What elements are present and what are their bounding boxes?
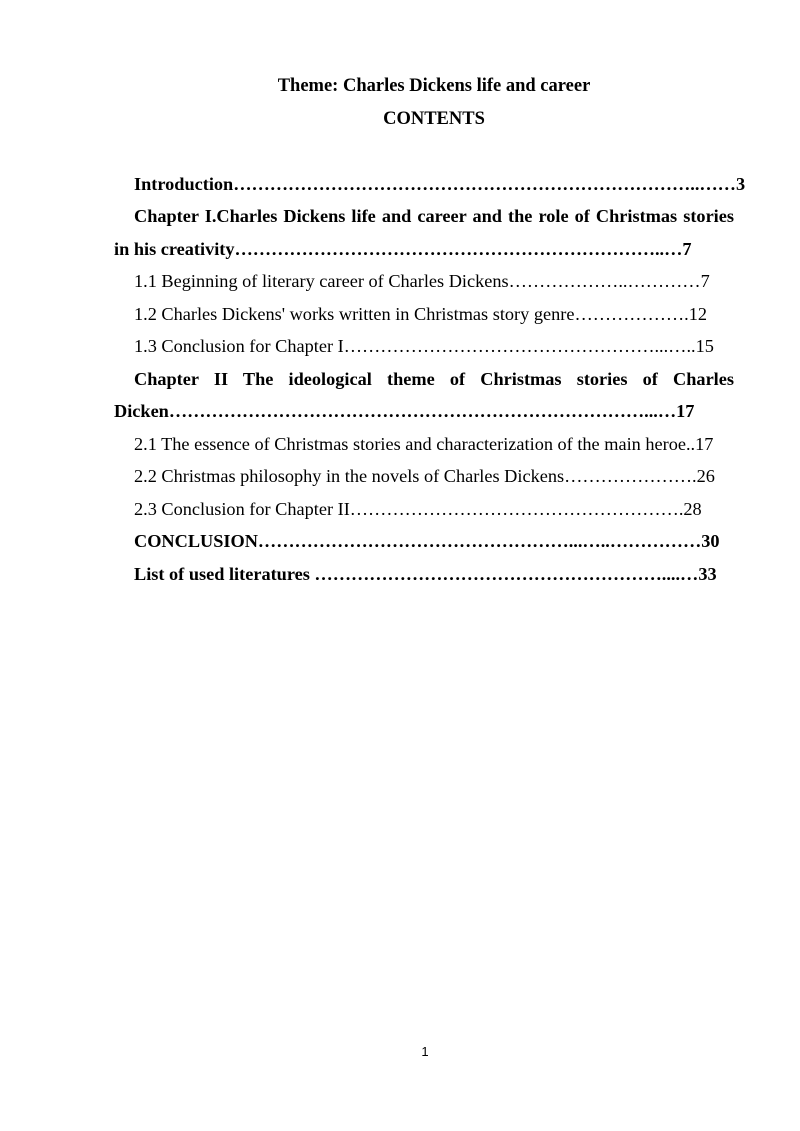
toc-entry-chapter2-line1 <box>134 368 734 390</box>
page-number: 1 <box>421 1044 429 1059</box>
toc-entry-chapter2-line2: Dicken……………………………………………………………………...…17 <box>114 401 695 421</box>
toc-entry-section-2-3: 2.3 Conclusion for Chapter II……………………………………………….28 <box>134 499 702 519</box>
toc-entry-section-1-2: 1.2 Charles Dickens' works written in Christmas story genre……………….12 <box>134 304 707 324</box>
toc-entry-introduction: Introduction…………………………………………………………………..……3 <box>134 174 746 194</box>
toc-entry-conclusion: CONCLUSION……………………………………………...…..……………30 <box>134 531 720 551</box>
theme-title: Theme: Charles Dickens life and career <box>277 76 591 96</box>
toc-entry-section-2-2: 2.2 Christmas philosophy in the novels of Charles Dickens………………….26 <box>134 466 715 486</box>
toc-entry-literature: List of used literatures …………………………………………………....…33 <box>134 564 717 584</box>
toc-entry-chapter1-line2: in his creativity……………………………………………………………..…7 <box>114 239 692 259</box>
toc-entry-section-1-1: 1.1 Beginning of literary career of Charles Dickens………………..…………7 <box>134 271 710 291</box>
contents-heading: CONTENTS <box>383 109 485 129</box>
toc-entry-section-2-1: 2.1 The essence of Christmas stories and characterization of the main heroe..17 <box>134 434 714 454</box>
toc-entry-chapter2-text: Chapter II The ideological theme of Christmas stories of Charles <box>134 369 734 389</box>
toc-entry-section-1-3: 1.3 Conclusion for Chapter I……………………………………………...…..15 <box>134 336 714 356</box>
toc-entry-chapter1-text: Chapter I.Charles Dickens life and career and the role of Christmas stories <box>134 206 734 226</box>
toc-entry-chapter1-line1 <box>134 205 734 227</box>
